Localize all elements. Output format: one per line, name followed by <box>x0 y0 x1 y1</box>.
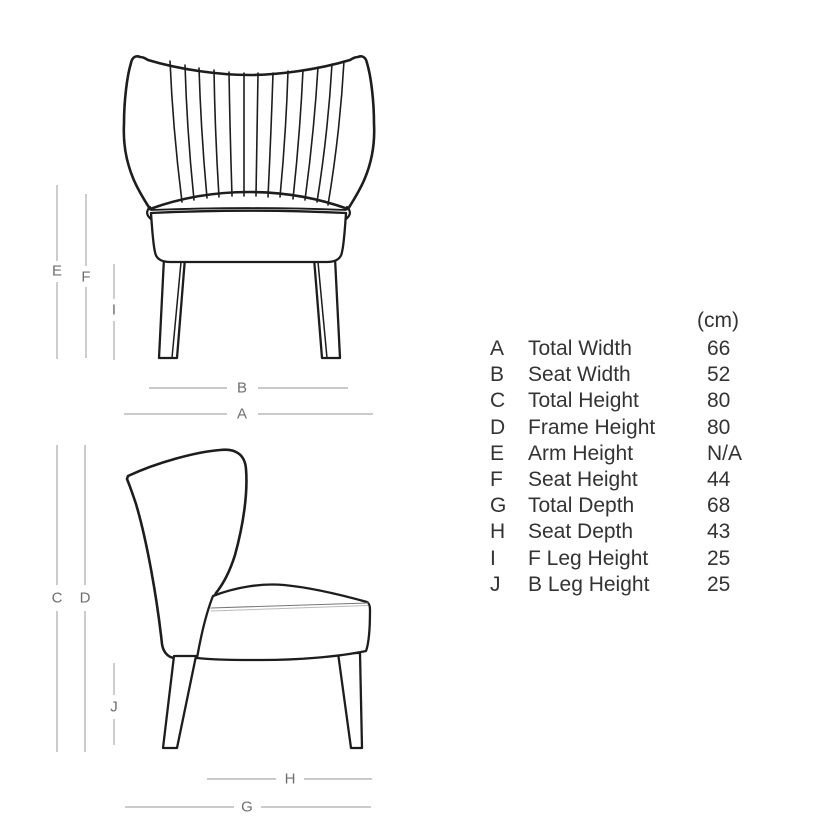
row-label: Arm Height <box>528 441 634 465</box>
dim-label-E: E <box>51 262 63 280</box>
dim-label-A: A <box>236 405 248 423</box>
row-key: C <box>490 389 506 413</box>
row-value: 80 <box>707 389 731 413</box>
dim-label-H: H <box>284 770 296 788</box>
row-value: 52 <box>707 363 731 387</box>
front-seat <box>151 211 346 262</box>
side-legs <box>163 653 362 748</box>
chair-side-view <box>127 450 370 748</box>
unit-header: (cm) <box>697 309 739 332</box>
dim-label-J: J <box>110 698 118 716</box>
table-row <box>490 388 790 414</box>
table-row <box>490 415 790 441</box>
front-legs <box>159 258 340 358</box>
dim-label-C: C <box>51 589 63 607</box>
table-row <box>490 467 790 493</box>
row-label: Total Height <box>528 389 639 413</box>
table-row <box>490 546 790 572</box>
table-row <box>490 336 790 362</box>
row-value: 80 <box>707 415 731 439</box>
row-label: Total Width <box>528 337 632 360</box>
row-key: E <box>490 441 505 465</box>
row-value: 68 <box>707 494 731 518</box>
table-row <box>490 441 790 467</box>
row-label: F Leg Height <box>528 546 649 570</box>
row-label: B Leg Height <box>528 572 650 596</box>
row-label: Frame Height <box>528 415 656 439</box>
row-value: 25 <box>707 546 731 570</box>
row-label: Seat Width <box>528 363 631 387</box>
dim-label-F: F <box>81 268 91 286</box>
front-back-silhouette <box>124 56 374 209</box>
row-key: H <box>490 520 506 544</box>
dimension-table-header <box>490 308 790 336</box>
table-row <box>490 362 790 388</box>
front-left-leg <box>159 258 185 358</box>
front-right-leg <box>314 258 340 358</box>
row-key: B <box>490 363 505 387</box>
dimension-table <box>490 308 790 598</box>
row-key: I <box>490 546 496 570</box>
row-value: 66 <box>707 337 731 360</box>
row-key: J <box>490 572 501 596</box>
row-value: 25 <box>707 572 731 596</box>
chair-front-view <box>124 56 374 358</box>
table-row <box>490 493 790 519</box>
row-value: 44 <box>707 467 731 491</box>
dim-label-I: I <box>111 301 117 319</box>
dim-label-D: D <box>79 589 91 607</box>
side-front-leg <box>338 653 362 748</box>
row-key: G <box>490 494 507 518</box>
row-key: D <box>490 415 506 439</box>
table-row <box>490 519 790 545</box>
table-row <box>490 572 790 598</box>
row-value: N/A <box>707 441 743 465</box>
dim-label-B: B <box>236 379 248 397</box>
side-seat <box>197 584 370 660</box>
row-key: A <box>490 337 505 360</box>
dim-label-G: G <box>241 798 253 816</box>
row-label: Total Depth <box>528 494 635 518</box>
side-back-leg <box>163 656 196 748</box>
row-key: F <box>490 467 503 491</box>
row-label: Seat Depth <box>528 520 634 544</box>
front-leg-seams <box>172 262 327 358</box>
row-label: Seat Height <box>528 467 638 491</box>
row-value: 43 <box>707 520 731 544</box>
